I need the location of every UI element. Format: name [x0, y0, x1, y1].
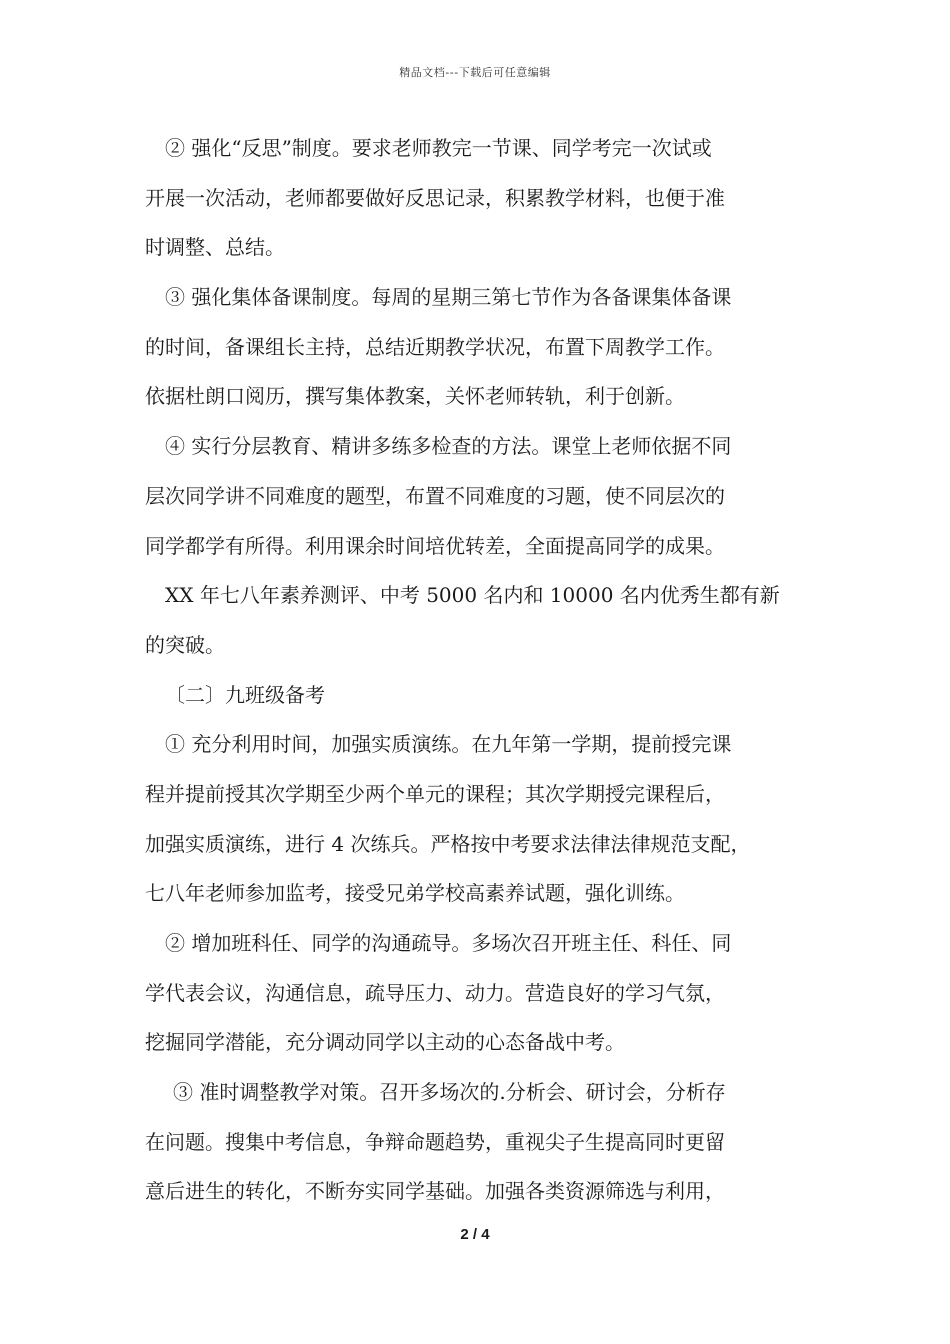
paragraph-line: 层次同学讲不同难度的题型，布置不同难度的习题，使不同层次的 [145, 483, 725, 508]
paragraph-line: 程并提前授其次学期至少两个单元的课程；其次学期授完课程后， [145, 781, 725, 806]
paragraph-line: 的时间，备课组长主持，总结近期教学状况，布置下周教学工作。 [145, 334, 725, 359]
paragraph-line: ② 增加班科任、同学的沟通疏导。多场次召开班主任、科任、同 [165, 931, 732, 955]
paragraph-line: ① 充分利用时间，加强实质演练。在九年第一学期，提前授完课 [165, 732, 732, 757]
section-heading: 〔二〕九班级备考 [165, 682, 325, 707]
paragraph-line: 加强实质演练，进行 4 次练兵。严格按中考要求法律法律规范支配， [145, 831, 751, 856]
paragraph-line: 的突破。 [145, 632, 225, 657]
page-number: 2 / 4 [460, 1226, 490, 1243]
paragraph-line: 意后进生的转化，不断夯实同学基础。加强各类资源筛选与利用， [145, 1179, 725, 1204]
paragraph-line: ③ 强化集体备课制度。每周的星期三第七节作为各备课集体备课 [165, 285, 732, 310]
paragraph-line: 挖掘同学潜能，充分调动同学以主动的心态备战中考。 [145, 1030, 625, 1055]
paragraph-line: 开展一次活动，老师都要做好反思记录，积累教学材料，也便于准 [145, 185, 725, 210]
page-header: 精品文档---下载后可任意编辑 [399, 66, 551, 79]
paragraph-line: 在问题。搜集中考信息，争辩命题趋势，重视尖子生提高同时更留 [145, 1129, 725, 1154]
paragraph-line: 学代表会议，沟通信息，疏导压力、动力。营造良好的学习气氛， [145, 980, 725, 1005]
paragraph-line: XX 年七八年素养测评、中考 5000 名内和 10000 名内优秀生都有新 [165, 583, 780, 608]
document-body [145, 124, 815, 1217]
paragraph-line: 依据杜朗口阅历，撰写集体教案，关怀老师转轨，利于创新。 [145, 384, 685, 409]
paragraph-line: ④ 实行分层教育、精讲多练多检查的方法。课堂上老师依据不同 [165, 434, 732, 459]
paragraph-line: ② 强化“反思”制度。要求老师教完一节课、同学考完一次试或 [165, 136, 712, 160]
paragraph-line: 时调整、总结。 [145, 235, 285, 260]
paragraph-line: 同学都学有所得。利用课余时间培优转差，全面提高同学的成果。 [145, 533, 725, 558]
paragraph-line: ③ 准时调整教学对策。召开多场次的.分析会、研讨会，分析存 [173, 1080, 726, 1105]
paragraph-line: 七八年老师参加监考，接受兄弟学校高素养试题，强化训练。 [145, 881, 685, 906]
